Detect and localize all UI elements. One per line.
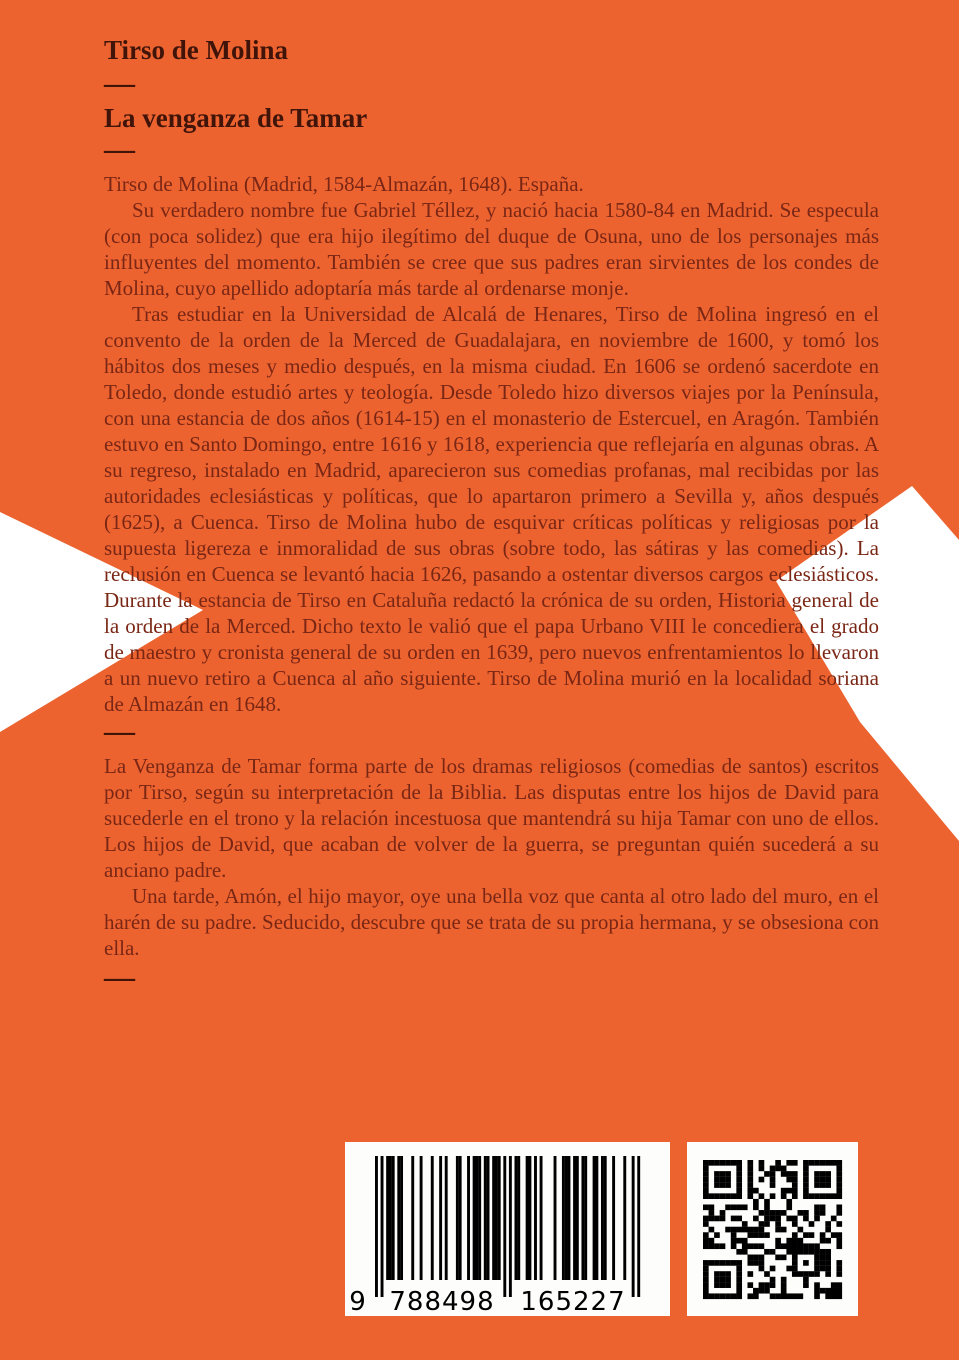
barcode-panel (345, 1142, 670, 1316)
barcode-digit: 9 (349, 1287, 367, 1317)
author-name: Tirso de Molina (104, 35, 289, 65)
bio-paragraph: Tras estudiar en la Universidad de Alcalá de Henares, Tirso de Molina ingresó en el convento de la orden de la Merced de Guadalajara, en noviembre de 1600, y tomó los hábitos dos meses y medio después, en la misma ciudad. En 1606 se ordenó sacerdote en Toledo, donde estudió artes y teología. Desde Toledo hizo diversos viajes por la Península, con una estancia de dos años (1614-15) en el monasterio de Estercuel, en Aragón. También estuvo en Santo Domingo, entre 1616 y 1618, experiencia que reflejaría en algunas obras. A su regreso, instalado en Madrid, aparecieron sus comedias profanas, mal recibidas por las autoridades eclesiásticas y políticas, que lo apartaron primero a Sevilla y, años después (1625), a Cuenca. Tirso de Molina hubo de esquivar críticas políticas y religiosas por la supuesta ligereza e inmoralidad de sus obras (sobre todo, las sátiras y las comedias). La reclusión en Cuenca se levantó hacia 1626, pasando a ostentar diversos cargos eclesiásticos. Durante la estancia de Tirso en Cataluña redactó la crónica de su orden, Historia general de la orden de la Merced. Dicho texto le valió que el papa Urbano VIII le concediera el grado de maestro y cronista general de su orden en 1639, pero nuevos enfrentamientos lo llevaron a un nuevo retiro a Cuenca al año siguiente. Tirso de Molina murió en la localidad soriana de Almazán en 1648. (104, 302, 879, 716)
divider-dash: — (104, 959, 135, 994)
divider-dash: — (104, 713, 135, 748)
qr-code (687, 1142, 858, 1316)
synopsis-paragraph: La Venganza de Tamar forma parte de los dramas religiosos (comedias de santos) escritos por Tirso, según su interpretación de la Biblia. Las disputas entre los hijos de David para sucederle en el trono y la relación incestuosa que mantendrá su hija Tamar con uno de ellos. Los hijos de David, que acaban de volver de la guerra, se preguntan quién sucederá a su anciano padre. (104, 754, 879, 882)
cover-text-block (104, 0, 879, 994)
synopsis-text (104, 753, 879, 961)
barcode-digit-group: 788498 (389, 1287, 495, 1317)
isbn-barcode (345, 1142, 670, 1316)
synopsis-paragraph: Una tarde, Amón, el hijo mayor, oye una bella voz que canta al otro lado del muro, en el harén de su padre. Seducido, descubre que se trata de su propia hermana, y se obsesiona con ella. (104, 884, 879, 960)
bio-paragraph: Tirso de Molina (Madrid, 1584-Almazán, 1648). España. (104, 172, 584, 196)
divider-dash: — (104, 65, 135, 100)
divider-dash: — (104, 131, 135, 166)
bio-paragraph: Su verdadero nombre fue Gabriel Téllez, y nació hacia 1580-84 en Madrid. Se especula (con poca solidez) que era hijo ilegítimo del duque de Osuna, uno de los personajes más influyentes del momento. También se cree que sus padres eran sirvientes de los condes de Molina, cuyo apellido adoptaría más tarde al ordenarse monje. (104, 198, 879, 300)
book-title: La venganza de Tamar (104, 103, 368, 133)
qr-panel (687, 1142, 858, 1316)
barcode-digit-group: 165227 (520, 1287, 626, 1317)
biography-text (104, 171, 879, 717)
